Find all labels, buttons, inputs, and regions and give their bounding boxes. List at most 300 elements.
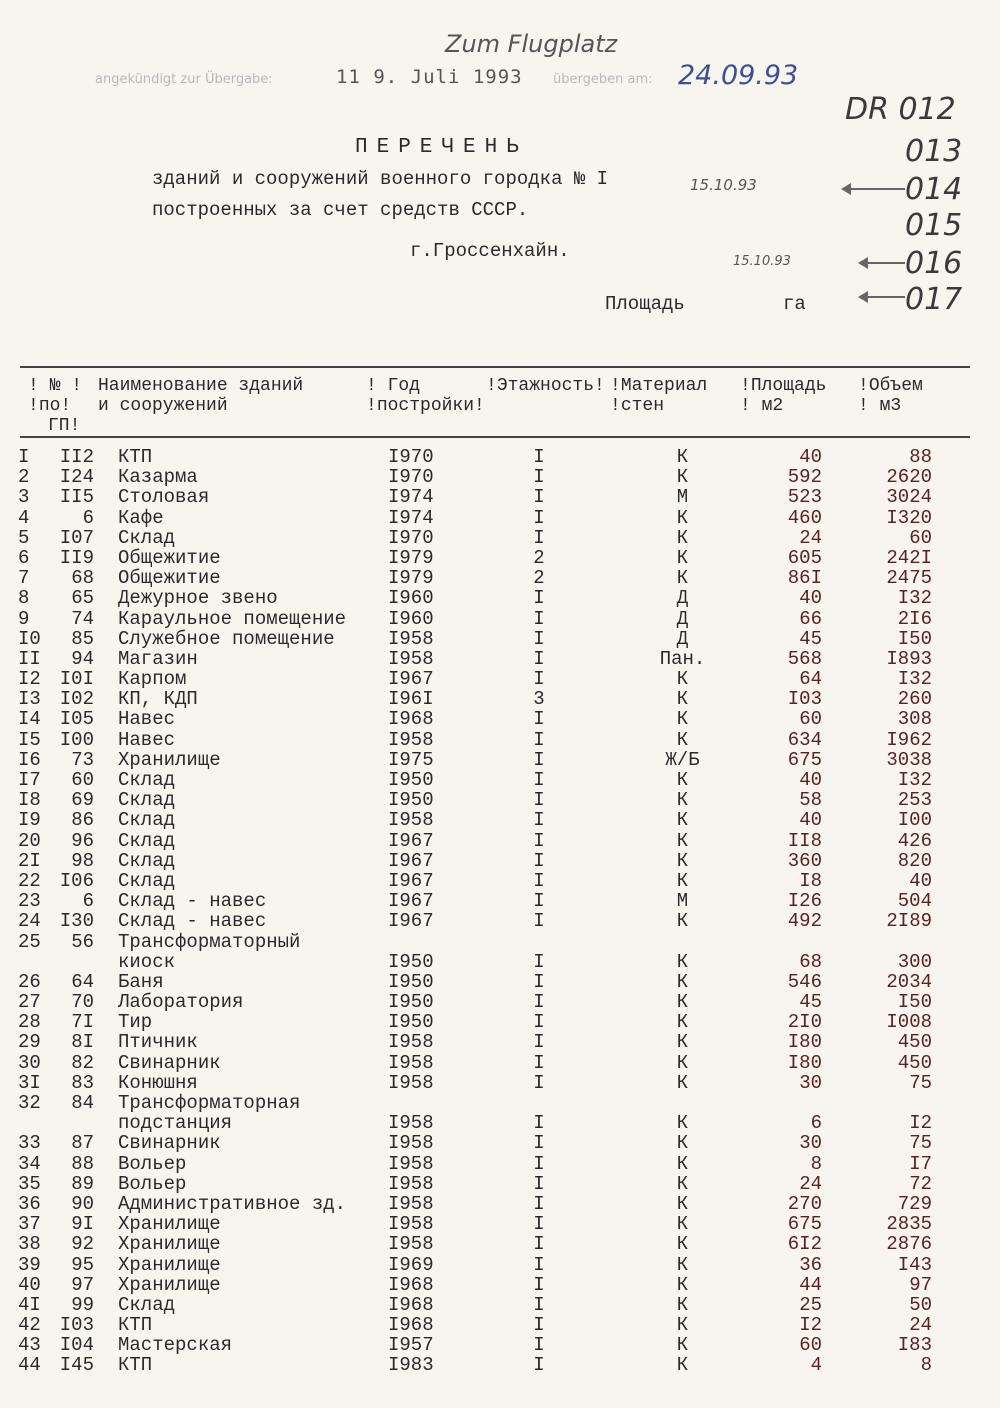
row-floors: I [533,1031,545,1054]
row-gp-number: 85 [71,627,94,650]
row-building-name: подстанция [118,1112,233,1135]
stamp-handover-label: übergeben am: [553,72,653,87]
document-city: г.Гроссенхайн. [410,240,570,262]
row-year: I974 [388,506,434,529]
col-material-header-1: !Материал [610,376,708,396]
row-area: 460 [787,506,822,529]
row-material: К [676,1071,689,1094]
row-number: 25 [18,930,41,953]
table-row [0,851,1000,871]
row-building-name: Склад [118,526,176,549]
row-volume: I962 [886,728,932,751]
col-name-header-2: и сооружений [98,396,228,416]
row-volume: 2876 [886,1233,932,1256]
row-material: К [676,688,689,711]
row-year: I974 [388,486,434,509]
row-floors: 2 [533,567,545,590]
row-material: К [676,1314,689,1337]
row-area: 270 [787,1192,822,1215]
row-year: I958 [388,1152,434,1175]
row-volume: I83 [897,1334,932,1357]
row-building-name: Конюшня [118,1071,198,1094]
row-gp-number: 98 [71,849,94,872]
row-material: К [676,991,689,1014]
row-gp-number: 94 [71,647,94,670]
row-building-name: Хранилище [118,748,221,771]
row-year: I970 [388,466,434,489]
row-building-name: Хранилище [118,1253,221,1276]
row-material: К [676,1334,689,1357]
row-area: I03 [787,688,822,711]
row-number: 34 [18,1152,41,1175]
row-volume: 8 [920,1354,932,1377]
row-floors: I [533,748,545,771]
col-area-header-2: ! м2 [740,396,784,416]
row-building-name: Тир [118,1011,153,1034]
row-building-name: Навес [118,728,176,751]
row-gp-number: II2 [59,446,94,468]
row-material: М [676,486,689,509]
row-floors: 3 [533,688,545,711]
row-material: К [676,708,689,731]
col-year-header-2: !постройки! [366,396,485,416]
row-gp-number: 84 [71,1092,94,1114]
row-material: Ж/Б [665,748,700,771]
table-row [0,1174,1000,1194]
row-floors: I [533,1253,545,1276]
row-number: I6 [18,748,41,771]
col-year-header-1: ! Год [366,376,421,396]
row-number: 29 [18,1031,41,1054]
row-number: 28 [18,1011,41,1034]
col-volume-header-2: ! м3 [858,396,902,416]
row-area: 6 [810,1112,822,1135]
table-row [0,871,1000,891]
table-row [0,1133,1000,1153]
row-volume: 2620 [886,466,932,489]
row-gp-number: 73 [71,748,94,771]
row-volume: I32 [897,587,932,610]
row-material: К [676,1132,689,1155]
row-year: I958 [388,1071,434,1094]
row-number: 6 [18,546,30,569]
col-gp-header-2: ГП! [48,416,81,436]
row-building-name: КТП [118,1314,153,1337]
row-floors: I [533,1172,545,1195]
row-building-name: Казарма [118,466,198,489]
row-volume: 75 [909,1132,932,1155]
table-row [0,1355,1000,1375]
row-year: I957 [388,1334,434,1357]
row-area: 30 [799,1132,822,1155]
row-number: 27 [18,991,41,1014]
row-gp-number: 6 [82,506,94,529]
row-floors: I [533,890,545,913]
row-number: I9 [18,809,41,832]
col-num-header: ! № ! [28,376,83,396]
margin-arrow-icon [860,296,905,298]
row-building-name: Столовая [118,486,210,509]
row-area: 546 [787,970,822,993]
margin-code-016: 016 [905,246,963,281]
row-area: 66 [799,607,822,630]
row-building-name: Склад [118,829,176,852]
row-number: I7 [18,769,41,791]
document-title: ПЕРЕЧЕНЬ [355,136,528,159]
table-row [0,467,1000,487]
row-number: 2I [18,849,41,872]
row-floors: I [533,1112,545,1135]
row-volume: I50 [897,627,932,650]
table-row [0,831,1000,851]
table-row [0,669,1000,689]
row-building-name: КТП [118,1354,153,1377]
row-floors: I [533,526,545,549]
row-number: 22 [18,869,41,892]
margin-code-017: 017 [905,282,963,317]
row-number: I3 [18,688,41,711]
row-year: I968 [388,1273,434,1296]
row-material: К [676,1051,689,1074]
area-label: Площадь [605,293,685,315]
row-number: 44 [18,1354,41,1377]
row-floors: I [533,1192,545,1215]
row-year: I968 [388,1293,434,1316]
row-year: I950 [388,789,434,812]
row-material: К [676,1213,689,1236]
row-number: 42 [18,1314,41,1337]
stamp-announced-date: 11 9. Juli 1993 [336,66,523,88]
row-year: I958 [388,1112,434,1135]
table-row [0,528,1000,548]
table-row [0,709,1000,729]
row-number: 35 [18,1172,41,1195]
table-row [0,1214,1000,1234]
row-year: I970 [388,526,434,549]
row-material: К [676,1031,689,1054]
row-area: 2I0 [787,1011,822,1034]
col-gp-header: !по! [28,396,72,416]
col-area-header-1: !Площадь [740,376,827,396]
row-building-name: Склад [118,809,176,832]
row-area: 68 [799,950,822,973]
row-building-name: Склад [118,1293,176,1316]
row-area: 60 [799,1334,822,1357]
row-volume: 450 [897,1031,932,1054]
row-building-name: Хранилище [118,1213,221,1236]
table-row [0,629,1000,649]
row-building-name: Склад [118,849,176,872]
row-volume: 3024 [886,486,932,509]
row-floors: I [533,910,545,933]
row-floors: I [533,1011,545,1034]
handover-date-handwritten: 24.09.93 [678,60,799,91]
row-floors: I [533,1132,545,1155]
row-number: 2 [18,466,30,489]
row-floors: I [533,769,545,791]
row-area: 40 [799,769,822,791]
table-row [0,992,1000,1012]
row-material: К [676,546,689,569]
row-floors: I [533,1334,545,1357]
table-row [0,1053,1000,1073]
row-building-name: Свинарник [118,1051,221,1074]
row-year: I950 [388,991,434,1014]
row-gp-number: 65 [71,587,94,610]
row-building-name: Баня [118,970,164,993]
row-number: 39 [18,1253,41,1276]
table-row [0,1032,1000,1052]
row-building-name: Кафе [118,506,164,529]
row-floors: I [533,970,545,993]
row-gp-number: 70 [71,991,94,1014]
margin-arrow-icon [843,188,905,190]
margin-code-014: 014 [905,172,963,207]
row-floors: I [533,849,545,872]
row-number: I0 [18,627,41,650]
row-number: I2 [18,668,41,691]
row-gp-number: I0I [59,668,94,691]
row-floors: I [533,789,545,812]
row-building-name: Склад [118,789,176,812]
row-volume: 2475 [886,567,932,590]
row-gp-number: 83 [71,1071,94,1094]
row-building-name: КТП [118,446,153,468]
row-material: К [676,668,689,691]
row-year: I967 [388,910,434,933]
row-material: К [676,970,689,993]
col-name-header-1: Наименование зданий [98,376,304,396]
row-volume: 300 [897,950,932,973]
row-building-name: Общежитие [118,567,221,590]
row-building-name: Общежитие [118,546,221,569]
row-number: 20 [18,829,41,852]
table-row [0,1295,1000,1315]
margin-date-1: 15.10.93 [690,176,757,194]
row-volume: 242I [886,546,932,569]
row-volume: 50 [909,1293,932,1316]
table-row [0,891,1000,911]
row-number: 26 [18,970,41,993]
table-row [0,750,1000,770]
table-row [0,508,1000,528]
table-row [0,730,1000,750]
row-volume: 450 [897,1051,932,1074]
row-material: К [676,849,689,872]
row-gp-number: 56 [71,930,94,953]
row-number: I5 [18,728,41,751]
margin-code-012: DR 012 [845,92,956,127]
row-number: 4I [18,1293,41,1316]
table-row [0,1194,1000,1214]
row-volume: 260 [897,688,932,711]
row-material: К [676,1011,689,1034]
row-building-name: КП, КДП [118,688,198,711]
row-material: К [676,728,689,751]
row-year: I979 [388,567,434,590]
margin-arrow-icon [860,262,905,264]
row-building-name: Склад [118,769,176,791]
row-area: 592 [787,466,822,489]
row-number: 5 [18,526,30,549]
row-building-name: Навес [118,708,176,731]
row-gp-number: 68 [71,567,94,590]
row-area: 6I2 [787,1233,822,1256]
row-number: I [18,446,30,468]
row-area: 44 [799,1273,822,1296]
row-gp-number: I05 [59,708,94,731]
row-volume: 97 [909,1273,932,1296]
row-volume: I43 [897,1253,932,1276]
row-volume: I008 [886,1011,932,1034]
row-area: 45 [799,627,822,650]
row-volume: 40 [909,869,932,892]
row-number: 32 [18,1092,41,1114]
row-volume: I320 [886,506,932,529]
row-year: I960 [388,607,434,630]
row-building-name: Склад [118,869,176,892]
col-floors-header: !Этажность! [486,376,605,396]
row-year: I983 [388,1354,434,1377]
row-year: I950 [388,769,434,791]
row-floors: I [533,607,545,630]
row-material: К [676,1293,689,1316]
row-gp-number: I04 [59,1334,94,1357]
row-area: 568 [787,647,822,670]
row-floors: I [533,486,545,509]
row-area: 25 [799,1293,822,1316]
row-area: 60 [799,708,822,731]
row-area: 24 [799,1172,822,1195]
row-year: I970 [388,446,434,468]
row-area: I80 [787,1031,822,1054]
row-building-name: Мастерская [118,1334,233,1357]
row-material: М [676,890,689,913]
row-material: К [676,526,689,549]
margin-code-015: 015 [905,208,963,243]
table-top-rule [20,366,970,368]
row-floors: I [533,1354,545,1377]
table-row [0,609,1000,629]
row-building-name: Хранилище [118,1273,221,1296]
row-area: 40 [799,446,822,468]
row-floors: I [533,668,545,691]
row-area: 360 [787,849,822,872]
row-floors: I [533,1314,545,1337]
row-year: I967 [388,829,434,852]
table-row [0,1113,1000,1133]
row-floors: I [533,991,545,1014]
row-building-name: Свинарник [118,1132,221,1155]
row-area: 40 [799,809,822,832]
row-year: I960 [388,587,434,610]
row-material: К [676,567,689,590]
row-material: К [676,1152,689,1175]
table-row [0,689,1000,709]
table-row [0,649,1000,669]
row-number: I4 [18,708,41,731]
stamp-announced-label: angekündigt zur Übergabe: [95,72,273,87]
buildings-table [0,447,1000,1376]
row-material: К [676,869,689,892]
row-gp-number: I45 [59,1354,94,1377]
row-area: 605 [787,546,822,569]
row-material: Д [676,587,689,610]
row-year: I958 [388,1051,434,1074]
row-building-name: Склад - навес [118,890,267,913]
row-number: II [18,647,41,670]
row-gp-number: 6 [82,890,94,913]
row-material: К [676,1253,689,1276]
row-area: 4 [810,1354,822,1377]
row-year: I975 [388,748,434,771]
row-gp-number: 64 [71,970,94,993]
row-year: I950 [388,970,434,993]
row-floors: I [533,1273,545,1296]
row-volume: 729 [897,1192,932,1215]
handwritten-note-top: Zum Flugplatz [445,30,618,58]
row-building-name: Магазин [118,647,198,670]
row-year: I958 [388,627,434,650]
row-area: 40 [799,587,822,610]
row-gp-number: I06 [59,869,94,892]
row-gp-number: 90 [71,1192,94,1215]
row-number: I8 [18,789,41,812]
row-building-name: Трансформаторный [118,930,301,953]
table-row [0,1012,1000,1032]
row-floors: I [533,1071,545,1094]
row-material: К [676,1354,689,1377]
row-area: 30 [799,1071,822,1094]
col-volume-header-1: !Объем [858,376,923,396]
row-floors: I [533,950,545,973]
row-volume: I32 [897,769,932,791]
row-number: 30 [18,1051,41,1074]
row-volume: 2835 [886,1213,932,1236]
row-floors: I [533,466,545,489]
row-floors: I [533,708,545,731]
row-floors: I [533,869,545,892]
row-material: К [676,769,689,791]
row-number: 40 [18,1273,41,1296]
row-gp-number: 82 [71,1051,94,1074]
row-year: I950 [388,1011,434,1034]
table-row [0,1255,1000,1275]
document-subtitle-2: построенных за счет средств СССР. [152,199,529,221]
row-volume: 24 [909,1314,932,1337]
row-material: Д [676,607,689,630]
row-gp-number: 60 [71,769,94,791]
row-number: 9 [18,607,30,630]
row-year: I96I [388,688,434,711]
row-gp-number: 9I [71,1213,94,1236]
row-year: I958 [388,1172,434,1195]
row-area: I80 [787,1051,822,1074]
col-material-header-2: !стен [610,396,665,416]
row-year: I958 [388,1132,434,1155]
row-material: К [676,910,689,933]
row-gp-number: 86 [71,809,94,832]
table-row [0,1335,1000,1355]
row-number: 33 [18,1132,41,1155]
table-row [0,487,1000,507]
row-year: I968 [388,708,434,731]
row-building-name: Дежурное звено [118,587,278,610]
row-building-name: Карпом [118,668,187,691]
row-material: Д [676,627,689,650]
row-gp-number: 69 [71,789,94,812]
table-row [0,1154,1000,1174]
